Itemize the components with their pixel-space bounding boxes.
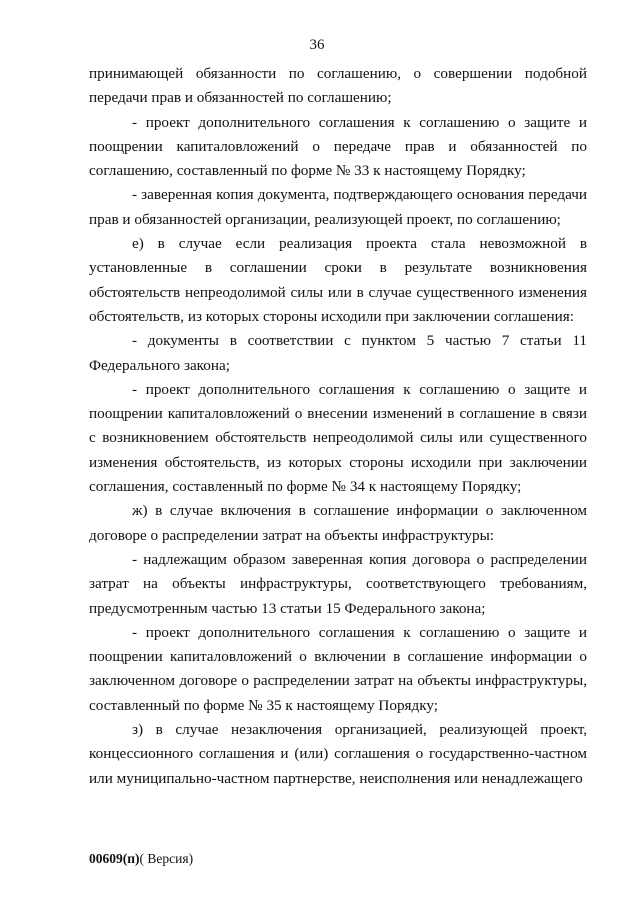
document-code: 00609(п): [89, 851, 140, 866]
clause-e: е) в случае если реализация проекта стала невозможной в установленные в соглашении сроки в результате возникновения обстоятельств непреодолимой силы или в случае существенного изменения обстоятельств, из которых стороны исходили при заключении соглашения:: [89, 235, 587, 325]
paragraph-continuation: принимающей обязанности по соглашению, о совершении подобной передачи прав и обязанностей по соглашению;: [89, 65, 587, 107]
list-item-cost-distribution-copy: - надлежащим образом заверенная копия договора о распределении затрат на объекты инфраструктуры, соответствующего требованиям, предусмотренным частью 13 статьи 15 Федерального закона;: [89, 550, 587, 617]
clause-z: з) в случае незаключения организацией, реализующей проект, концессионного соглашения и (или) соглашения о государственно-частном или муниципально-частном партнерстве, неисполнения или ненадлежащего: [89, 721, 587, 787]
list-item-draft-agreement-form-35: - проект дополнительного соглашения к соглашению о защите и поощрении капиталовложений о включении в соглашение информации о заключенном договоре о распределении затрат на объекты инфраструктуры, составленный по форме № 35 к настоящему Порядку;: [89, 623, 587, 714]
page-number: 36: [309, 37, 325, 53]
list-item-draft-agreement-form-34: - проект дополнительного соглашения к соглашению о защите и поощрении капиталовложений о внесении изменений в соглашение в связи с возникновением обстоятельств непреодолимой силы или существенного изменения обстоятельств, из которых стороны исходили при заключении соглашения, составленный по форме № 34 к настоящему Порядку;: [89, 380, 587, 496]
clause-zh: ж) в случае включения в соглашение информации о заключенном договоре о распределении затрат на объекты инфраструктуры:: [89, 502, 587, 544]
document-body: [89, 62, 587, 791]
list-item-documents-federal-law: - документы в соответствии с пунктом 5 частью 7 статьи 11 Федерального закона;: [89, 332, 587, 374]
list-item-certified-copy: - заверенная копия документа, подтверждающего основания передачи прав и обязанностей организации, реализующей проект, по соглашению;: [89, 186, 587, 228]
list-item-draft-agreement-form-33: - проект дополнительного соглашения к соглашению о защите и поощрении капиталовложений о передаче прав и обязанностей по соглашению, составленный по форме № 33 к настоящему Порядку;: [89, 113, 587, 180]
page-footer: [89, 851, 193, 867]
document-version: ( Версия): [139, 851, 194, 866]
